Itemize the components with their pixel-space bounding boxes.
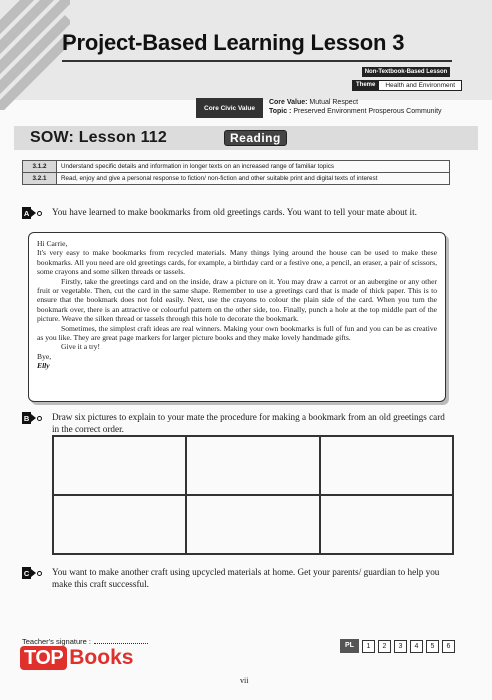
page-number: vii — [240, 676, 249, 685]
lesson-type-badge: Non-Textbook-Based Lesson — [362, 67, 450, 77]
drawing-grid — [52, 435, 454, 555]
core-value-label: Core Value: — [268, 99, 308, 106]
pl-box-1[interactable]: 1 — [362, 640, 375, 653]
performance-level-row — [340, 639, 458, 653]
topbooks-logo — [20, 646, 133, 670]
theme-value: Health and Environment — [379, 80, 462, 91]
section-b-instruction: Draw six pictures to explain to your mate the procedure for making a bookmark from an old greetings card in the correct order. — [52, 412, 445, 434]
section-c-instruction: You want to make another craft using upcycled materials at home. Get your parents/ guardian to help you make this craft successful. — [52, 567, 440, 589]
letter-paragraph-1: It's very easy to make bookmarks from recycled materials. Many things lying around the house can be used to make these bookmarks. All you need are old greetings cards, for example, a birthday card or a festive one, a pencil, an eraser, a pair of scissors, some crayons and some silken threads or tassels. — [37, 248, 437, 277]
dot-icon — [37, 571, 42, 576]
standard-text: Understand specific details and information in longer texts on an increased range of familiar topics — [57, 161, 450, 173]
arrow-icon — [31, 569, 36, 577]
civic-value-label: Core Civic Value — [196, 98, 263, 118]
section-a-icon — [22, 206, 42, 220]
drawing-cell[interactable] — [53, 495, 186, 554]
section-b-label: B — [23, 413, 30, 423]
pl-box-3[interactable]: 3 — [394, 640, 407, 653]
section-a-instruction: You have learned to make bookmarks from old greetings cards. You want to tell your mate about it. — [52, 207, 417, 217]
logo-books: Books — [69, 646, 134, 669]
letter-paragraph-3: Sometimes, the simplest craft ideas are real winners. Making your own bookmarks is full of fun and you can be as creative as you like. They are great page markers for larger picture books and they make lovely handmade gifts. — [37, 323, 437, 343]
drawing-cell[interactable] — [186, 436, 319, 495]
core-value: Mutual Respect — [309, 99, 359, 106]
teacher-signature-label: Teacher's signature : — [22, 637, 91, 646]
drawing-cell[interactable] — [186, 495, 319, 554]
civic-info — [263, 98, 442, 118]
title-underline — [62, 60, 452, 62]
skill-badge: Reading — [224, 130, 287, 146]
letter-box — [28, 232, 446, 402]
section-c-label: C — [23, 568, 30, 578]
letter-signature: Elly — [37, 361, 50, 371]
pl-box-5[interactable]: 5 — [426, 640, 439, 653]
learning-standards-table — [22, 160, 450, 185]
pl-box-6[interactable]: 6 — [442, 640, 455, 653]
logo-top: TOP — [20, 646, 67, 670]
table-row — [23, 173, 450, 185]
dot-icon — [37, 416, 42, 421]
pl-box-4[interactable]: 4 — [410, 640, 423, 653]
decorative-stripes — [0, 0, 70, 110]
standard-code: 3.1.2 — [23, 161, 57, 173]
page-title: Project-Based Learning Lesson 3 — [62, 30, 405, 55]
sow-title: SOW: Lesson 112 — [30, 129, 167, 146]
letter-greeting: Hi Carrie, — [37, 239, 68, 248]
section-c-icon — [22, 566, 42, 580]
section-a-label: A — [23, 208, 30, 218]
topic-label: Topic : — [268, 108, 292, 115]
civic-value-row — [196, 98, 442, 118]
letter-paragraph-4: Give it a try! — [61, 342, 101, 352]
topic-value: Preserved Environment Prosperous Community — [293, 108, 442, 115]
teacher-signature — [22, 637, 148, 646]
pl-label: PL — [340, 639, 359, 653]
letter-paragraph-2: Firstly, take the greetings card and on the inside, draw a picture on it. You may draw a carrot or an aubergine or any other fruit or vegetable. Then, cut the card in the same shape. Remember to use a greetings card that is made of thick paper. This is to ensure that the bookmark does not fold easily. Next, use the crayons to colour the plain side of the card. When you turn the bookmark over, there is an attractive or colourful pattern on the other side, too. Finally, punch a hole at the top middle part of the picture. Weave the silken thread or tassels through this hole to decorate the bookmark. — [37, 276, 437, 324]
drawing-cell[interactable] — [53, 436, 186, 495]
section-b-icon — [22, 411, 42, 425]
drawing-cell[interactable] — [320, 436, 453, 495]
letter-closing: Bye, — [37, 351, 52, 361]
dot-icon — [37, 211, 42, 216]
drawing-cell[interactable] — [320, 495, 453, 554]
table-row — [23, 161, 450, 173]
standard-text: Read, enjoy and give a personal response to fiction/ non-fiction and other suitable print and digital texts of interest — [57, 173, 450, 185]
theme-row — [352, 80, 462, 91]
arrow-icon — [31, 414, 36, 422]
pl-box-2[interactable]: 2 — [378, 640, 391, 653]
arrow-icon — [31, 209, 36, 217]
signature-line[interactable] — [94, 643, 148, 644]
standard-code: 3.2.1 — [23, 173, 57, 185]
theme-label: Theme — [352, 80, 379, 91]
